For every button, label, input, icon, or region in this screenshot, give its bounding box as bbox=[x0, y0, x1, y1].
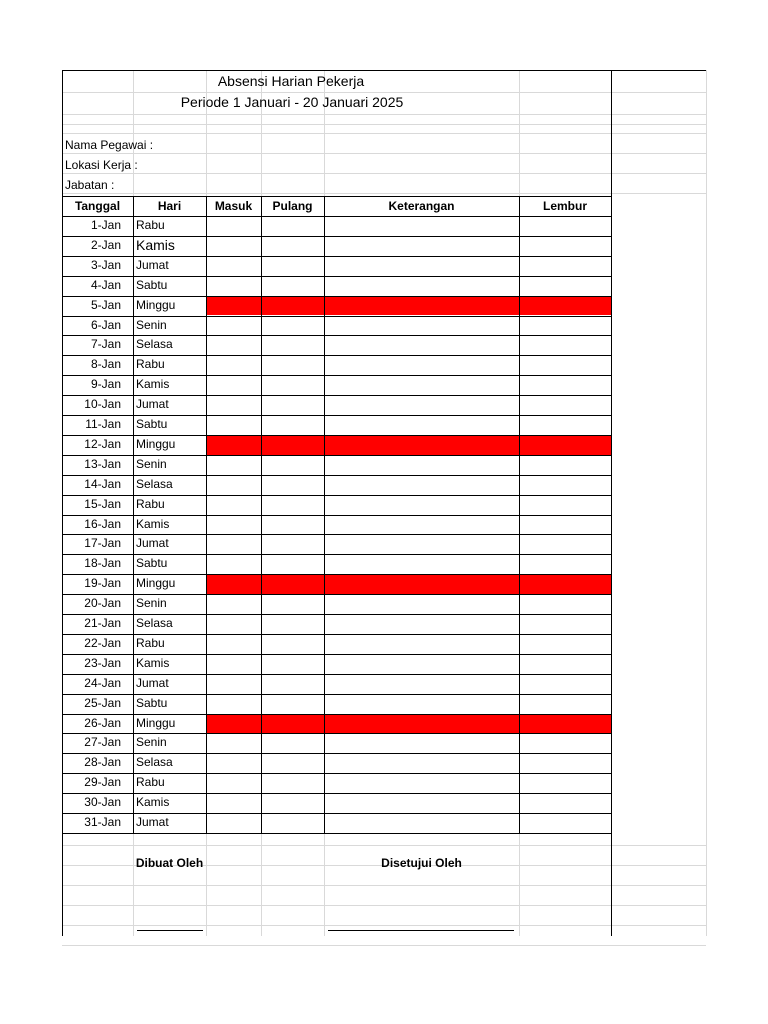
table-row-border bbox=[62, 495, 612, 496]
table-row-border bbox=[62, 793, 612, 794]
gridline-horizontal bbox=[62, 124, 706, 125]
table-row-border bbox=[62, 614, 612, 615]
row-day: Sabtu bbox=[136, 695, 168, 710]
row-date: 25-Jan bbox=[84, 695, 121, 710]
row-date: 18-Jan bbox=[84, 556, 121, 571]
table-column-border bbox=[133, 196, 134, 833]
gridline-horizontal bbox=[62, 925, 706, 926]
row-day: Senin bbox=[136, 317, 167, 332]
row-day: Senin bbox=[136, 735, 167, 750]
holiday-highlight bbox=[206, 714, 611, 734]
made-by-label: Dibuat Oleh bbox=[135, 855, 204, 870]
row-date: 28-Jan bbox=[84, 755, 121, 770]
gridline-vertical bbox=[706, 70, 707, 936]
table-row-border bbox=[62, 316, 612, 317]
table-row-border bbox=[62, 594, 612, 595]
row-day: Kamis bbox=[136, 795, 170, 810]
report-title: Absensi Harian Pekerja bbox=[217, 73, 365, 89]
column-header: Hari bbox=[157, 199, 182, 213]
row-day: Minggu bbox=[136, 715, 176, 730]
row-day: Jumat bbox=[136, 675, 169, 690]
row-day: Rabu bbox=[136, 775, 165, 790]
table-row-border bbox=[62, 634, 612, 635]
row-date: 2-Jan bbox=[90, 237, 121, 252]
row-day: Jumat bbox=[136, 815, 169, 829]
row-date: 3-Jan bbox=[90, 257, 121, 272]
employee-field-label: Lokasi Kerja : bbox=[65, 158, 138, 172]
table-row-border bbox=[62, 256, 612, 257]
row-date: 29-Jan bbox=[84, 775, 121, 790]
row-day: Rabu bbox=[136, 218, 165, 232]
row-day: Sabtu bbox=[136, 556, 168, 571]
table-column-border bbox=[261, 196, 262, 833]
row-date: 5-Jan bbox=[90, 297, 121, 312]
row-date: 6-Jan bbox=[90, 317, 121, 332]
row-day: Jumat bbox=[136, 536, 169, 551]
table-column-border bbox=[519, 196, 520, 833]
row-day: Selasa bbox=[136, 616, 173, 630]
row-day: Selasa bbox=[136, 755, 173, 770]
table-row-border bbox=[62, 654, 612, 655]
table-column-border bbox=[206, 196, 207, 833]
table-row-border bbox=[62, 296, 612, 297]
table-row-border bbox=[62, 694, 612, 695]
employee-field-label: Nama Pegawai : bbox=[65, 138, 154, 152]
row-date: 14-Jan bbox=[84, 476, 121, 491]
table-row-border bbox=[62, 574, 612, 575]
row-day: Sabtu bbox=[136, 277, 168, 292]
row-date: 15-Jan bbox=[84, 496, 121, 511]
table-row-border bbox=[62, 475, 612, 476]
table-row-border bbox=[62, 415, 612, 416]
row-date: 7-Jan bbox=[90, 337, 121, 352]
holiday-highlight bbox=[206, 296, 611, 316]
row-date: 1-Jan bbox=[90, 218, 121, 232]
table-row-border bbox=[62, 674, 612, 675]
signature-line bbox=[137, 930, 203, 931]
row-day: Minggu bbox=[136, 576, 176, 591]
table-row-border bbox=[62, 714, 612, 715]
holiday-highlight bbox=[206, 574, 611, 594]
table-row-border bbox=[62, 435, 612, 436]
table-column-border bbox=[324, 196, 325, 833]
table-row-border bbox=[62, 335, 612, 336]
table-row-border bbox=[62, 813, 612, 814]
row-date: 27-Jan bbox=[84, 735, 121, 750]
table-column-border bbox=[62, 196, 63, 833]
row-date: 31-Jan bbox=[84, 815, 121, 829]
attendance-sheet bbox=[62, 70, 706, 936]
gridline-horizontal bbox=[62, 114, 706, 115]
holiday-highlight bbox=[206, 435, 611, 455]
table-row-border bbox=[62, 375, 612, 376]
row-date: 10-Jan bbox=[84, 397, 121, 412]
table-row-border bbox=[62, 196, 612, 197]
row-date: 20-Jan bbox=[84, 596, 121, 611]
table-row-border bbox=[62, 515, 612, 516]
table-row-border bbox=[62, 554, 612, 555]
row-day: Senin bbox=[136, 456, 167, 471]
employee-field-label: Jabatan : bbox=[65, 178, 115, 192]
row-date: 19-Jan bbox=[84, 576, 121, 591]
table-row-border bbox=[62, 773, 612, 774]
row-date: 12-Jan bbox=[84, 436, 121, 451]
row-date: 13-Jan bbox=[84, 456, 121, 471]
column-header: Pulang bbox=[272, 199, 313, 213]
row-date: 30-Jan bbox=[84, 795, 121, 810]
row-day: Selasa bbox=[136, 337, 173, 352]
gridline-horizontal bbox=[62, 193, 706, 194]
table-row-border bbox=[62, 355, 612, 356]
row-day: Kamis bbox=[136, 655, 170, 670]
gridline-horizontal bbox=[62, 885, 706, 886]
table-row-border bbox=[62, 216, 612, 217]
row-date: 21-Jan bbox=[84, 616, 121, 630]
gridline-horizontal bbox=[62, 173, 706, 174]
row-date: 11-Jan bbox=[85, 417, 121, 431]
gridline-horizontal bbox=[62, 133, 706, 134]
row-date: 26-Jan bbox=[84, 715, 121, 730]
row-day: Kamis bbox=[136, 516, 170, 531]
table-row-border bbox=[62, 833, 612, 834]
gridline-horizontal bbox=[62, 905, 706, 906]
column-header: Tanggal bbox=[74, 199, 121, 213]
row-date: 17-Jan bbox=[84, 536, 121, 551]
signature-line bbox=[328, 930, 514, 931]
table-row-border bbox=[62, 534, 612, 535]
row-date: 9-Jan bbox=[90, 377, 121, 392]
row-date: 4-Jan bbox=[90, 277, 121, 292]
row-day: Selasa bbox=[136, 476, 173, 491]
row-day: Kamis bbox=[136, 377, 170, 392]
row-day: Kamis bbox=[136, 236, 175, 253]
row-day: Jumat bbox=[136, 397, 169, 412]
table-row-border bbox=[62, 276, 612, 277]
gridline-horizontal bbox=[62, 845, 706, 846]
column-header: Masuk bbox=[214, 199, 253, 213]
table-row-border bbox=[62, 395, 612, 396]
row-date: 23-Jan bbox=[84, 655, 121, 670]
table-row-border bbox=[62, 455, 612, 456]
table-row-border bbox=[62, 236, 612, 237]
column-header: Lembur bbox=[542, 199, 587, 213]
row-day: Rabu bbox=[136, 357, 165, 372]
row-date: 8-Jan bbox=[90, 357, 121, 372]
row-day: Minggu bbox=[136, 297, 176, 312]
gridline-horizontal bbox=[62, 945, 706, 946]
row-day: Senin bbox=[136, 596, 167, 611]
gridline-horizontal bbox=[62, 153, 706, 154]
row-day: Rabu bbox=[136, 635, 165, 650]
table-column-border bbox=[611, 196, 612, 833]
table-row-border bbox=[62, 753, 612, 754]
sheet-border-top bbox=[62, 70, 706, 71]
column-header: Keterangan bbox=[388, 199, 455, 213]
row-date: 24-Jan bbox=[84, 675, 121, 690]
row-day: Sabtu bbox=[136, 417, 168, 431]
report-period: Periode 1 Januari - 20 Januari 2025 bbox=[180, 94, 404, 110]
table-row-border bbox=[62, 733, 612, 734]
row-date: 22-Jan bbox=[84, 635, 121, 650]
row-day: Rabu bbox=[136, 496, 165, 511]
approved-by-label: Disetujui Oleh bbox=[381, 855, 462, 870]
row-day: Jumat bbox=[136, 257, 169, 272]
row-date: 16-Jan bbox=[84, 516, 121, 531]
row-day: Minggu bbox=[136, 436, 176, 451]
